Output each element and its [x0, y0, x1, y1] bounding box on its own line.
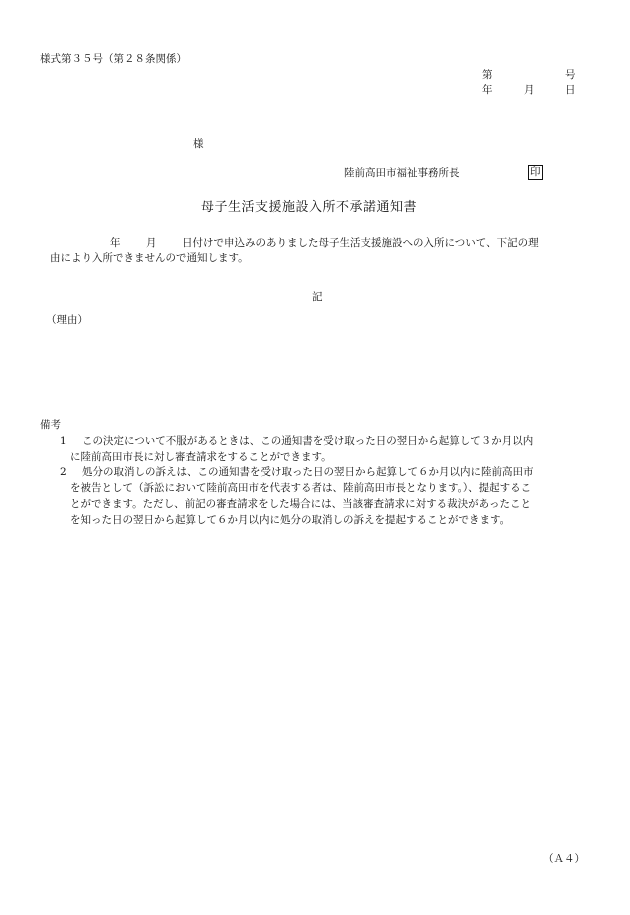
- body-line-2: 由により入所できませんので通知します。: [50, 252, 249, 264]
- ki-heading: 記: [312, 291, 323, 303]
- note-1-number: 1: [60, 435, 67, 447]
- addressee-suffix: 様: [193, 138, 204, 150]
- notes-heading: 備考: [40, 419, 61, 431]
- date-day: 日: [565, 84, 576, 96]
- seal-label: 印: [530, 166, 541, 178]
- note-1-line-2: に陸前高田市長に対し審査請求をすることができます。: [70, 451, 332, 463]
- note-2-line-2: を被告として（訴訟において陸前高田市を代表する者は、陸前高田市長となります。）、提起するこ: [70, 482, 532, 494]
- note-2-line-1: 処分の取消しの訴えは、この通知書を受け取った日の翌日から起算して６か月以内に陸前高田市: [82, 466, 534, 478]
- reason-label: （理由）: [46, 314, 88, 326]
- paper-size-label: （Ａ４）: [543, 853, 585, 865]
- document-title: 母子生活支援施設入所不承諾通知書: [201, 200, 418, 215]
- date-month: 月: [524, 84, 535, 96]
- body-year: 年: [110, 237, 121, 249]
- doc-number-suffix: 号: [565, 69, 576, 81]
- note-2-number: 2: [60, 466, 67, 478]
- date-year: 年: [482, 84, 493, 96]
- note-1-line-1: この決定について不服があるときは、この通知書を受け取った日の翌日から起算して３か月以内: [82, 435, 534, 447]
- seal-mark: [528, 165, 543, 180]
- form-number: 様式第３５号（第２８条関係）: [40, 53, 187, 65]
- doc-number-prefix: 第: [482, 69, 493, 81]
- note-2-line-4: を知った日の翌日から起算して６か月以内に処分の取消しの訴えを提起することができます。: [70, 514, 511, 526]
- body-month: 月: [146, 237, 157, 249]
- issuer-name: 陸前高田市福祉事務所長: [344, 167, 460, 179]
- note-2-line-3: とができます。ただし、前記の審査請求をした場合には、当該審査請求に対する裁決があったこと: [70, 498, 532, 510]
- body-line-1: 日付けで申込みのありました母子生活支援施設への入所について、下記の理: [182, 237, 539, 249]
